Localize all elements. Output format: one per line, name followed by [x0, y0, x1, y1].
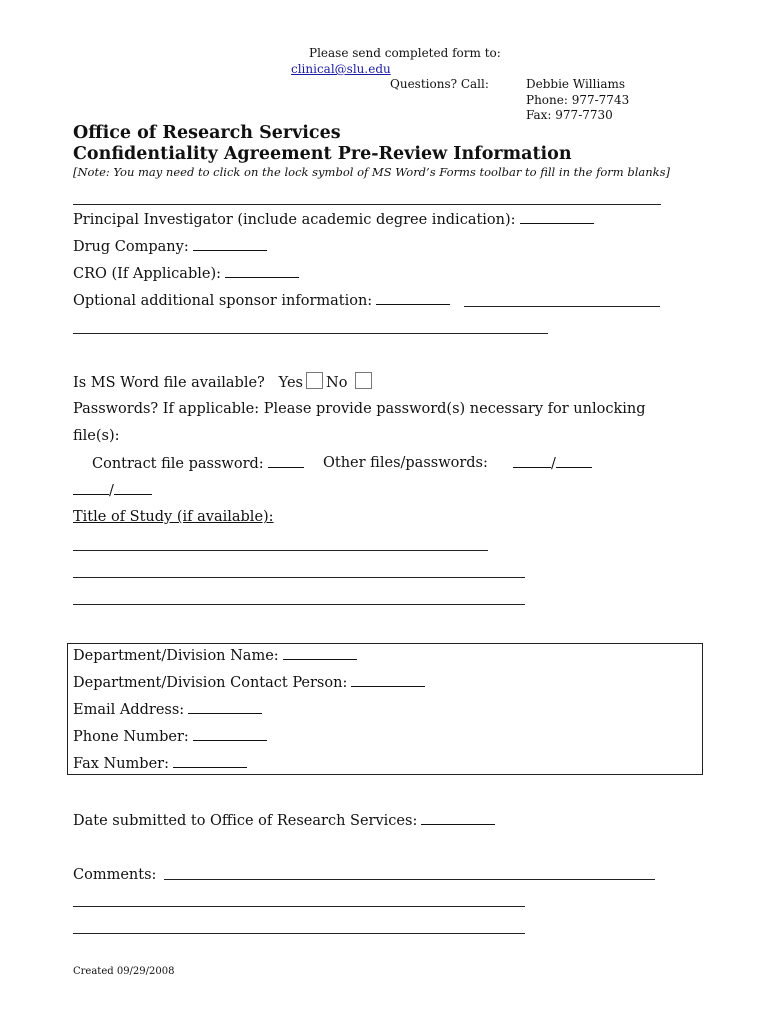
sponsor-field	[73, 291, 450, 310]
dept-name-label: Department/Division Name:	[73, 648, 279, 664]
drug-company-label: Drug Company:	[73, 239, 189, 255]
other-pw-input-4[interactable]	[114, 481, 152, 495]
send-instruction: Please send completed form to:	[309, 46, 501, 60]
form-title: Confidentiality Agreement Pre-Review Information	[73, 144, 572, 164]
dept-contact-input[interactable]	[351, 673, 425, 687]
title-line-3[interactable]	[73, 604, 525, 605]
comments-label: Comments:	[73, 867, 157, 883]
contact-phone: Phone: 977-7743	[526, 93, 630, 107]
date-submitted-input[interactable]	[421, 811, 495, 825]
slash-2: /	[109, 483, 114, 499]
sponsor-input[interactable]	[376, 291, 450, 305]
dept-phone-field	[73, 727, 267, 746]
passwords-text-2: file(s):	[73, 428, 120, 444]
dept-fax-input[interactable]	[173, 754, 247, 768]
cro-input[interactable]	[225, 264, 299, 278]
dept-name-input[interactable]	[283, 646, 357, 660]
other-pw-inputs	[513, 454, 592, 473]
ms-word-field	[73, 372, 375, 392]
pi-field	[73, 210, 594, 229]
cro-label: CRO (If Applicable):	[73, 266, 221, 282]
dept-contact-label: Department/Division Contact Person:	[73, 675, 348, 691]
title-divider	[73, 204, 661, 205]
contract-pw-label: Contract file password:	[92, 456, 264, 472]
pi-input[interactable]	[520, 210, 594, 224]
date-submitted-label: Date submitted to Office of Research Services:	[73, 813, 418, 829]
other-pw-label: Other files/passwords:	[323, 455, 488, 471]
comments-line-1[interactable]	[164, 879, 655, 880]
dept-email-field	[73, 700, 262, 719]
contact-fax: Fax: 977-7730	[526, 108, 613, 122]
dept-name-field	[73, 646, 357, 665]
ms-word-label: Is MS Word file available?	[73, 375, 265, 391]
questions-label: Questions? Call:	[390, 77, 489, 91]
cro-field	[73, 264, 299, 283]
dept-phone-input[interactable]	[193, 727, 267, 741]
other-pw-input-1[interactable]	[513, 454, 551, 468]
title-line-1[interactable]	[73, 550, 488, 551]
dept-email-label: Email Address:	[73, 702, 185, 718]
dept-phone-label: Phone Number:	[73, 729, 189, 745]
yes-checkbox[interactable]	[306, 372, 323, 389]
passwords-text-1: Passwords? If applicable: Please provide password(s) necessary for unlocking	[73, 401, 646, 417]
title-of-study-label: Title of Study (if available):	[73, 509, 274, 525]
comments-line-3[interactable]	[73, 933, 525, 934]
dept-fax-field	[73, 754, 247, 773]
title-line-2[interactable]	[73, 577, 525, 578]
created-date: Created 09/29/2008	[73, 966, 175, 977]
contact-name: Debbie Williams	[526, 77, 626, 91]
dept-fax-label: Fax Number:	[73, 756, 169, 772]
contract-pw-input[interactable]	[268, 454, 304, 468]
yes-label: Yes	[278, 375, 303, 391]
sponsor-label: Optional additional sponsor information:	[73, 293, 373, 309]
drug-company-field	[73, 237, 267, 256]
pi-label: Principal Investigator (include academic degree indication):	[73, 212, 516, 228]
office-title: Office of Research Services	[73, 123, 341, 143]
sponsor-line-extension	[464, 306, 660, 307]
dept-contact-field	[73, 673, 425, 692]
drug-company-input[interactable]	[193, 237, 267, 251]
contract-pw-field	[92, 454, 304, 473]
sponsor-line-2[interactable]	[73, 333, 548, 334]
comments-line-2[interactable]	[73, 906, 525, 907]
no-checkbox[interactable]	[355, 372, 372, 389]
email-link[interactable]: clinical@slu.edu	[291, 62, 391, 76]
no-label: No	[326, 375, 348, 391]
slash-1: /	[551, 456, 556, 472]
other-pw-input-3[interactable]	[73, 481, 109, 495]
date-submitted-field	[73, 811, 495, 830]
other-pw-input-2[interactable]	[556, 454, 592, 468]
other-pw-inputs-row2	[73, 481, 152, 500]
form-note: [Note: You may need to click on the lock symbol of MS Word’s Forms toolbar to fill in the form blanks]	[73, 165, 671, 179]
dept-email-input[interactable]	[188, 700, 262, 714]
